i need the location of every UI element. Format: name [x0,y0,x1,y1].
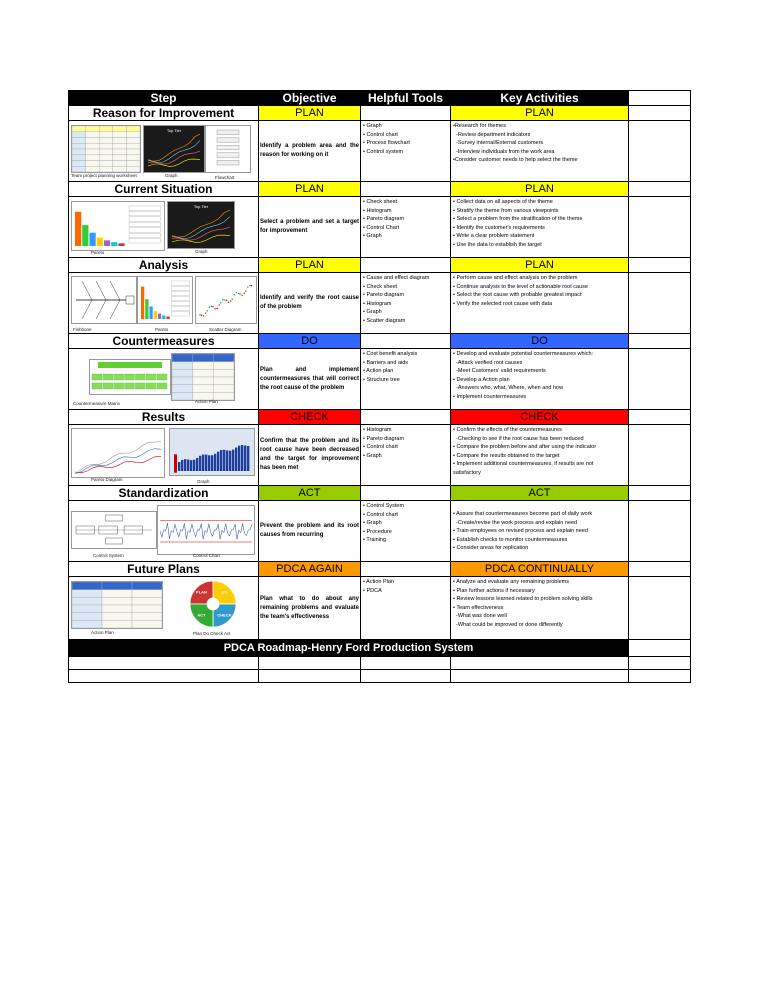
pdca-wheel-thumbnail [185,579,241,629]
step-content-row [69,425,691,486]
flowchart-thumbnail-frame [205,125,251,173]
activity-item: • Compare the problem before and after using the indicator [453,444,597,451]
activity-item: • Select the root cause with probable greatest impact [453,292,582,299]
thumbnail-caption: Pareto [155,327,169,332]
blank-cell [361,562,451,577]
action-plan-thumbnail-frame [171,353,235,401]
tool-item: • Process flowchart [363,140,410,147]
pareto-thumbnail-frame [71,201,165,251]
activity-item: • Verify the selected root cause with data [453,300,553,307]
blank-cell [629,640,691,657]
tool-item: • Cost benefit analysis [363,351,418,357]
graph-title: Top Tier [193,204,209,209]
activities-list [451,501,629,562]
activity-item: • Implement additional countermeasures, if results are not [453,461,594,468]
tool-item: • Pareto diagram [363,435,405,442]
objective-text: Select a problem and set a target for improvement [259,197,361,258]
pdca-label-plan: PLAN [196,589,207,595]
blank-cell [629,258,691,273]
blank-cell [629,273,691,334]
blank-cell [69,670,259,683]
tool-item: • Graph [363,123,382,129]
step-name-reason-for-improvement: Reason for Improvement [69,106,259,121]
activity-item: -Create/revise the work process and explain need [453,519,578,526]
tool-item: • Barriers and aids [363,359,409,366]
blank-cell [629,486,691,501]
thumbnail-caption: Team project planning worksheet [71,173,137,178]
step-content-row [69,577,691,640]
activities-list [451,349,629,410]
blank-cell [629,410,691,425]
footer-row [69,640,691,657]
control-system-thumbnail [72,512,156,548]
activity-item: • Establish checks to monitor countermeasures [453,536,568,543]
activity-item: • Analyze and evaluate any remaining problems [453,579,569,585]
step-images [69,121,259,182]
activity-item: •Research for themes [453,123,506,129]
objective-text: Identify and verify the root cause of the problem [259,273,361,334]
graph-thumbnail-frame [167,201,235,249]
phase-label: DO [259,334,361,349]
objective-text: Prevent the problem and its root causes from recurring [259,501,361,562]
phase-label: PLAN [259,258,361,273]
tools-list [361,349,451,410]
activity-item [453,502,626,510]
activity-item: • Continue analysis to the level of actionable root cause [453,283,588,290]
step-images [69,273,259,334]
blank-cell [361,258,451,273]
tools-list [361,425,451,486]
scatter-thumbnail-frame [195,276,257,324]
activities-list [451,577,629,640]
activity-item: -Interview individuals from the work area [453,148,555,155]
header-row [69,91,691,106]
blank-cell [629,121,691,182]
phase-label-activities: ACT [451,486,629,501]
activity-item: • Collect data on all aspects of the theme [453,199,553,205]
activity-item: -Meet Customers' valid requirements [453,368,546,375]
blank-cell [361,106,451,121]
empty-row [69,657,691,670]
step-name-standardization: Standardization [69,486,259,501]
step-content-row [69,197,691,258]
tool-item: • Control chart [363,444,398,451]
pareto-thumbnail-frame [137,276,193,324]
activity-item: • Review lessons learned related to problem solving skills [453,596,593,603]
worksheet-thumbnail [71,125,141,173]
blank-cell [361,182,451,197]
control-chart-thumbnail [158,506,254,554]
blank-cell [629,501,691,562]
activity-item: -Attack verified root causes [453,359,523,366]
graph-thumbnail [144,126,204,172]
step-name-analysis: Analysis [69,258,259,273]
step-name-countermeasures: Countermeasures [69,334,259,349]
step-header-row [69,182,691,197]
activity-item: • Develop and evaluate potential countermeasures which: [453,351,594,357]
tool-item: • Pareto diagram [363,292,405,299]
tool-item: • Histogram [363,207,392,214]
thumbnail-caption: Flowchart [215,175,235,180]
blank-cell [629,425,691,486]
scatter-thumbnail [196,277,256,323]
objective-text: Plan and implement countermeasures that will correct the root cause of the problem [259,349,361,410]
activities-list [451,121,629,182]
tool-item: • Control chart [363,131,398,138]
step-images [69,501,259,562]
table-thumbnail [72,126,140,172]
roadmap-table [68,90,691,683]
thumbnail-caption: Countermeasure Matrix [73,401,121,406]
blank-cell [259,670,361,683]
tool-item: • Graph [363,452,382,459]
tool-item: • Structure tree [363,376,400,383]
tool-item: • Histogram [363,300,392,307]
fishbone-thumbnail [72,277,136,323]
matrix-thumbnail [90,360,170,394]
tool-item: • Graph [363,309,382,316]
thumbnail-caption: Action Plan [91,630,114,635]
blank-cell [629,182,691,197]
activities-list [451,273,629,334]
step-images [69,577,259,640]
tool-item: • Pareto diagram [363,216,405,223]
phase-label: PDCA AGAIN [259,562,361,577]
graph-thumbnail [168,202,234,248]
step-header-row [69,410,691,425]
pdca-roadmap-sheet [68,90,690,683]
step-content-row [69,349,691,410]
thumbnail-caption: Control System [93,553,124,558]
activity-item: satisfactory [453,469,481,476]
step-header-row [69,106,691,121]
thumbnail-caption: Graph [197,479,210,484]
pdca-label-act: ACT [197,612,206,618]
phase-label-activities: CHECK [451,410,629,425]
tools-list [361,577,451,640]
activity-item: • Perform cause and effect analysis on the problem [453,275,578,281]
step-content-row [69,273,691,334]
blank-cell [629,334,691,349]
tool-item: • Check sheet [363,199,398,205]
thumbnail-caption: Plan Do Check Act [193,631,231,636]
pdca-label-do: DO [221,589,228,595]
phase-label: CHECK [259,410,361,425]
activity-item: • Train employees on revised process and explain need [453,528,588,535]
blank-cell [629,349,691,410]
thumbnail-caption: Scatter Diagram [209,327,242,332]
activity-item: •Consider customer needs to help select the theme [453,157,578,164]
blank-cell [361,410,451,425]
step-images [69,349,259,410]
activity-item: • Plan further actions if necessary [453,587,535,594]
thumbnail-caption: Graph [195,249,208,254]
line-chart-thumbnail [72,429,164,477]
step-images [69,197,259,258]
blank-cell [629,562,691,577]
activity-item: • Identify the customer's requirements [453,224,545,231]
activity-item: • Develop a Action plan [453,376,510,383]
activity-item: -What could be improved or done differently [453,621,563,628]
thumbnail-caption: Pareto Diagram [91,477,123,482]
empty-row [69,670,691,683]
activity-item: • Select a problem from the stratification of the theme [453,216,583,223]
blank-cell [259,657,361,670]
header-tools: Helpful Tools [361,91,451,106]
objective-text: Identify a problem area and the reason for working on it [259,121,361,182]
tool-item: • Training [363,537,387,544]
tool-item: • Cause and effect diagram [363,275,430,281]
activity-item: • Consider areas for replication [453,545,529,552]
activity-item: • Team effectiveness [453,604,504,611]
header-activities: Key Activities [451,91,629,106]
blank-cell [629,657,691,670]
results-graph-frame [71,428,165,478]
blank-cell [629,577,691,640]
activity-item: • Implement countermeasures [453,393,527,400]
thumbnail-caption: Pareto [91,250,105,255]
activity-item: -Survey internal/External customers [453,140,544,147]
tool-item: • Action Plan [363,579,394,585]
step-header-row [69,562,691,577]
activity-item: • Compare the results obtained to the target [453,452,560,459]
step-content-row [69,501,691,562]
activity-item: • Use the data to establish the target [453,241,542,248]
tool-item: • Action plan [363,368,394,375]
activity-item: • Assure that countermeasures become part of daily work [453,511,593,517]
activity-item: • Stratify the theme from various viewpoints [453,207,559,214]
step-name-results: Results [69,410,259,425]
tools-list [361,501,451,562]
thumbnail-caption: Action Plan [195,399,218,404]
activity-item: -Review department indicators [453,131,531,138]
graph-thumbnail-frame [143,125,205,173]
thumbnail-caption: Fishbone [73,327,92,332]
activity-item: -Checking to see if the root cause has been reduced [453,435,584,442]
activities-list [451,197,629,258]
blank-cell [629,197,691,258]
tools-list [361,121,451,182]
step-images [69,425,259,486]
tools-list [361,273,451,334]
step-name-future-plans: Future Plans [69,562,259,577]
control-chart-frame [157,505,255,555]
table-thumbnail [72,582,162,628]
blank-cell [361,486,451,501]
header-blank [629,91,691,106]
phase-label: ACT [259,486,361,501]
tool-item: • Procedure [363,528,392,535]
phase-label-activities: DO [451,334,629,349]
tool-item: • Control System [363,503,405,509]
step-name-current-situation: Current Situation [69,182,259,197]
matrix-thumbnail-frame [89,359,171,395]
pareto-thumbnail [72,202,164,250]
step-header-row [69,334,691,349]
thumbnail-caption: Control Chart [193,553,220,558]
phase-label: PLAN [259,106,361,121]
blank-cell [629,106,691,121]
tool-item: • Histogram [363,427,392,433]
graph-title: Top Tier [166,128,182,133]
tool-item: • Graph [363,520,382,527]
phase-label-activities: PLAN [451,182,629,197]
blank-cell [361,670,451,683]
phase-label-activities: PDCA CONTINUALLY [451,562,629,577]
step-header-row [69,258,691,273]
blank-cell [451,670,629,683]
blank-cell [361,657,451,670]
tool-item: • Check sheet [363,283,398,290]
tool-item: • Control chart [363,511,398,518]
tools-list [361,197,451,258]
activity-item: • Confirm the effects of the countermeasures [453,427,562,433]
activities-list [451,425,629,486]
footer-title: PDCA Roadmap-Henry Ford Production System [69,640,629,657]
activity-item: -What was done well [453,613,507,620]
tool-item: • Control Chart [363,224,400,231]
pareto-thumbnail [138,277,192,323]
objective-text: Plan what to do about any remaining problems and evaluate the team's effectiveness [259,577,361,640]
blank-cell [629,670,691,683]
step-header-row [69,486,691,501]
fishbone-thumbnail-frame [71,276,137,324]
results-bar-frame [169,428,255,476]
flowchart-thumbnail [206,126,250,172]
phase-label: PLAN [259,182,361,197]
pdca-wheel-frame [185,579,241,629]
tool-item: • Graph [363,233,382,240]
objective-text: Confirm that the problem and its root cause have been decreased and the target for improvement has been met [259,425,361,486]
control-system-frame [71,511,157,549]
blank-cell [451,657,629,670]
header-step: Step [69,91,259,106]
phase-label-activities: PLAN [451,258,629,273]
activity-item: -Answers who, what, Where, when and how [453,385,564,392]
activity-item: • Write a clear problem statement [453,233,535,240]
pdca-label-check: CHECK [217,612,232,618]
table-thumbnail [172,354,234,400]
bar-chart-thumbnail [170,429,254,475]
step-content-row [69,121,691,182]
tool-item: • PDCA [363,587,382,594]
blank-cell [361,334,451,349]
action-plan-thumbnail-frame [71,581,163,629]
phase-label-activities: PLAN [451,106,629,121]
header-objective: Objective [259,91,361,106]
tool-item: • Control system [363,148,404,155]
tool-item: • Scatter diagram [363,317,406,324]
thumbnail-caption: Graph [165,173,178,178]
blank-cell [69,657,259,670]
